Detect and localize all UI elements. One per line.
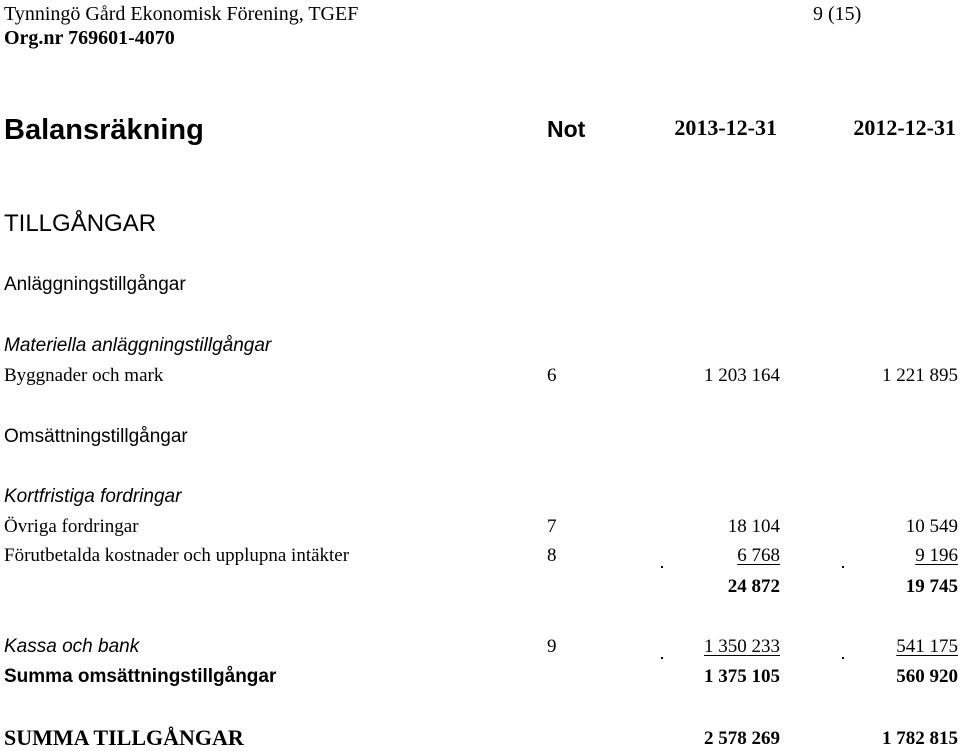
row-cash-label: Kassa och bank [4,636,140,657]
row-other-receivables-2013: 18 104 [727,516,780,537]
receivables-total-2012: 19 745 [905,576,958,597]
row-cash-2012: 541 175 [896,636,958,657]
receivables-total-2013: 24 872 [727,576,780,597]
section-current-assets: Omsättningstillgångar [4,426,188,447]
column-header-2013: 2013-12-31 [674,115,777,140]
row-buildings-2013: 1 203 164 [704,365,780,386]
row-prepaid-label: Förutbetalda kostnader och upplupna intäkter [4,545,350,566]
row-current-total-label: Summa omsättningstillgångar [4,666,277,687]
org-number: Org.nr 769601-4070 [4,27,175,49]
row-buildings-label: Byggnader och mark [4,365,164,386]
row-prepaid-note: 8 [547,545,557,566]
row-cash-2013: 1 350 233 [704,636,780,657]
row-assets-total-label: SUMMA TILLGÅNGAR [4,725,244,750]
section-assets: TILLGÅNGAR [4,210,157,237]
note-column-header: Not [547,116,586,142]
row-cash-note: 9 [547,636,557,657]
balance-sheet-title: Balansräkning [4,114,204,146]
row-buildings-2012: 1 221 895 [882,365,958,386]
row-assets-total-2013: 2 578 269 [704,728,780,749]
section-tangible-assets: Materiella anläggningstillgångar [4,335,272,356]
row-prepaid-2012: 9 196 [915,545,958,566]
row-other-receivables-2012: 10 549 [905,516,958,537]
row-current-total-2012: 560 920 [896,666,958,687]
row-prepaid-2013: 6 768 [737,545,780,566]
section-short-receivables: Kortfristiga fordringar [4,486,182,507]
row-current-total-2013: 1 375 105 [704,666,780,687]
row-assets-total-2012: 1 782 815 [882,728,958,749]
row-other-receivables-note: 7 [547,516,557,537]
page-number: 9 (15) [813,3,862,25]
section-fixed-assets: Anläggningstillgångar [4,274,186,295]
company-name: Tynningö Gård Ekonomisk Förening, TGEF [4,3,359,25]
row-other-receivables-label: Övriga fordringar [4,516,139,537]
column-header-2012: 2012-12-31 [853,115,956,140]
row-buildings-note: 6 [547,365,557,386]
